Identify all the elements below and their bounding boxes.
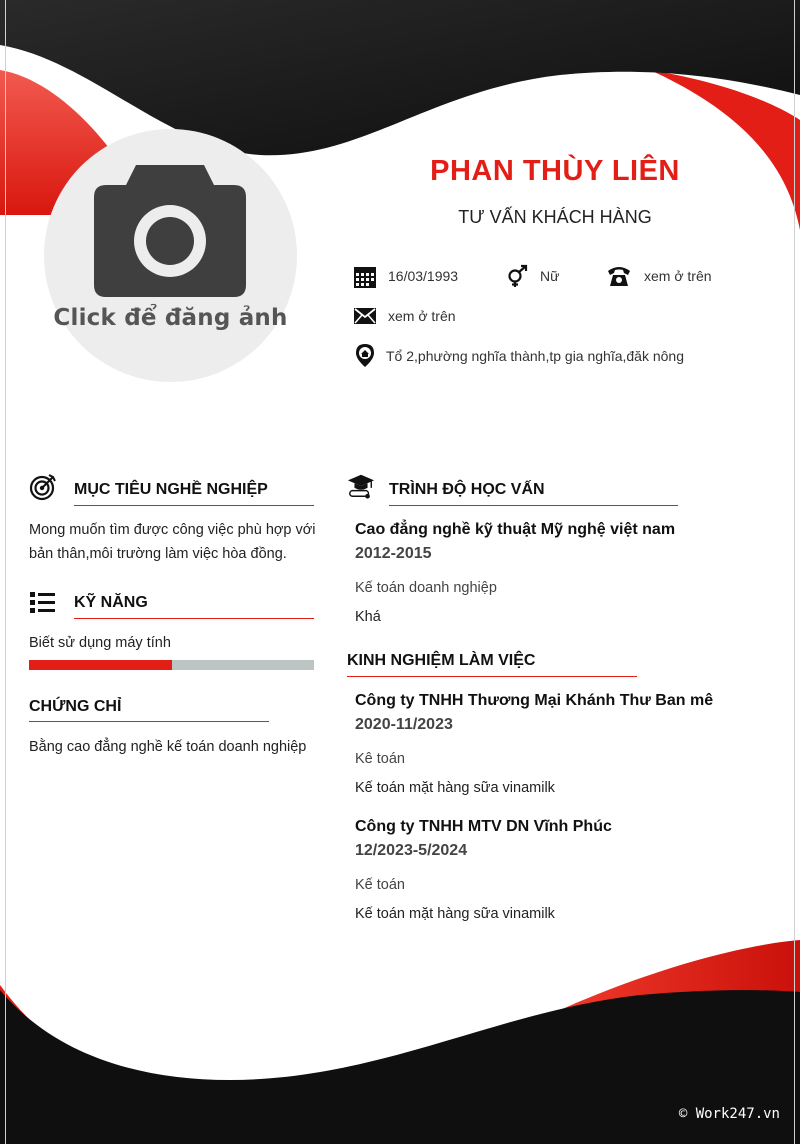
objective-divider — [74, 505, 314, 506]
calendar-icon — [353, 265, 377, 289]
certificates-title: CHỨNG CHỈ — [29, 698, 122, 715]
birthday: 16/03/1993 — [388, 268, 459, 284]
job-title: TƯ VẤN KHÁCH HÀNG — [458, 207, 652, 227]
experience-role-1: Kê toán — [355, 751, 405, 767]
objective-title: MỤC TIÊU NGHỀ NGHIỆP — [74, 481, 268, 498]
experience-period-1: 2020-11/2023 — [355, 716, 453, 733]
gender: Nữ — [540, 268, 560, 284]
address: Tổ 2,phường nghĩa thành,tp gia nghĩa,đăk nông — [386, 348, 685, 364]
education-period: 2012-2015 — [355, 545, 432, 562]
experience-period-2: 12/2023-5/2024 — [355, 842, 468, 859]
education-grade: Khá — [355, 609, 381, 625]
experience-company-2: Công ty TNHH MTV DN Vĩnh Phúc — [355, 818, 612, 835]
list-icon — [29, 589, 57, 617]
skills-divider — [74, 618, 314, 619]
experience-desc-1: Kế toán mặt hàng sữa vinamilk — [355, 780, 555, 796]
objective-line-1: Mong muốn tìm được công việc phù hợp với — [29, 522, 316, 538]
email: xem ở trên — [388, 308, 456, 324]
avatar-upload-label: Click để đăng ảnh — [53, 305, 288, 331]
skill-level-bar — [29, 660, 314, 670]
objective-line-2: bản thân,môi trường làm việc hòa đồng. — [29, 546, 287, 562]
full-name: PHAN THÙY LIÊN — [430, 155, 680, 187]
skill-name: Biết sử dụng máy tính — [29, 635, 171, 651]
education-divider — [389, 505, 678, 506]
skill-level-fill — [29, 660, 172, 670]
skills-title: KỸ NĂNG — [74, 594, 148, 611]
experience-role-2: Kế toán — [355, 877, 405, 893]
gender-icon — [505, 264, 529, 288]
certificate-item: Bằng cao đẳng nghề kế toán doanh nghiệp — [29, 739, 307, 755]
target-icon — [29, 473, 57, 501]
email-icon — [353, 304, 377, 328]
experience-title: KINH NGHIỆM LÀM VIỆC — [347, 652, 536, 669]
certificates-divider — [29, 721, 269, 722]
experience-divider — [347, 676, 637, 677]
education-title: TRÌNH ĐỘ HỌC VẤN — [389, 481, 545, 498]
experience-company-1: Công ty TNHH Thương Mại Khánh Thư Ban mê — [355, 692, 714, 709]
education-school: Cao đẳng nghề kỹ thuật Mỹ nghệ việt nam — [355, 521, 676, 538]
location-home-icon — [353, 343, 377, 367]
camera-icon — [94, 165, 246, 297]
experience-desc-2: Kế toán mặt hàng sữa vinamilk — [355, 906, 555, 922]
phone-icon — [607, 264, 631, 288]
education-major: Kế toán doanh nghiệp — [355, 580, 497, 596]
graduation-cap-icon — [347, 472, 375, 500]
footer-credit: © Work247.vn — [678, 1106, 780, 1122]
avatar-upload[interactable] — [44, 129, 297, 382]
phone: xem ở trên — [644, 268, 712, 284]
objective-text — [29, 518, 329, 566]
